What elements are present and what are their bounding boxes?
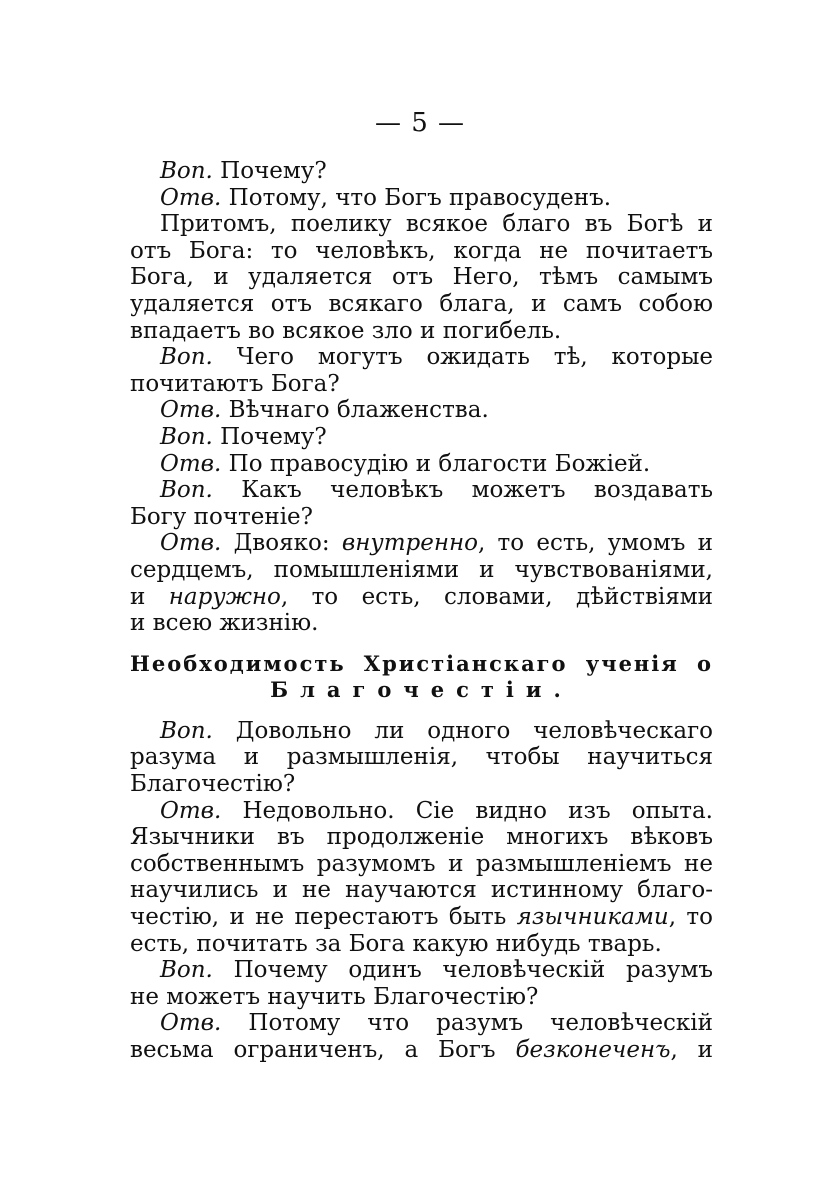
answer-line bbox=[130, 530, 713, 557]
paragraph-line: Притомъ, поелику всякое благо въ Богѣ и bbox=[160, 211, 713, 238]
answer-line: и всею жизнію. bbox=[130, 610, 319, 637]
answer-line bbox=[130, 397, 713, 424]
question-line: Благочестію? bbox=[130, 771, 296, 798]
question-line bbox=[130, 477, 713, 504]
question-line: разума и размышленія, чтобы научиться bbox=[130, 744, 713, 771]
answer-text: Двояко: bbox=[221, 530, 342, 557]
question-line: почитаютъ Бога? bbox=[130, 370, 340, 397]
question-label: Воп. bbox=[160, 957, 213, 984]
question-label: Воп. bbox=[160, 717, 213, 744]
question-label: Воп. bbox=[160, 344, 213, 371]
question-line bbox=[130, 158, 713, 185]
answer-line: есть, почитать за Бога какую нибудь тварь. bbox=[130, 930, 662, 957]
page-body bbox=[130, 158, 713, 1064]
question-text: Чего могутъ ожидать тѣ, которые bbox=[212, 344, 713, 371]
answer-emphasis: наружно bbox=[168, 583, 281, 610]
section-gap bbox=[130, 704, 713, 718]
question-line bbox=[130, 957, 713, 984]
question-text: Почему? bbox=[212, 158, 327, 184]
answer-label: Отв. bbox=[160, 797, 222, 824]
answer-label: Отв. bbox=[160, 1010, 222, 1037]
section-heading: Благочестіи. bbox=[270, 677, 573, 703]
question-line: Богу почтеніе? bbox=[130, 503, 313, 530]
question-text: Почему? bbox=[212, 423, 327, 450]
answer-text: , то есть, словами, дѣйствіями bbox=[280, 583, 713, 610]
answer-line bbox=[130, 185, 713, 212]
answer-text: весьма ограниченъ, а Богъ bbox=[130, 1037, 516, 1063]
answer-text: , то bbox=[668, 904, 713, 931]
answer-label: Отв. bbox=[160, 397, 222, 424]
question-label: Воп. bbox=[160, 477, 213, 504]
answer-text: По правосудію и благости Божіей. bbox=[221, 450, 651, 477]
answer-line: Язычники въ продолженіе многихъ вѣковъ bbox=[130, 824, 713, 851]
answer-text: и bbox=[130, 583, 169, 610]
paragraph-line: удаляется отъ всякаго блага, и самъ собою bbox=[130, 290, 713, 317]
answer-emphasis: безконеченъ bbox=[515, 1037, 671, 1063]
answer-text: Потому что разумъ человѣческій bbox=[221, 1010, 713, 1037]
section-heading: Необходимость Христіанскаго ученія о bbox=[130, 650, 713, 676]
answer-emphasis: язычниками bbox=[516, 904, 669, 931]
question-text: Почему одинъ человѣческій разумъ bbox=[212, 957, 713, 984]
answer-text: , то есть, умомъ и bbox=[478, 530, 713, 557]
answer-line bbox=[130, 1010, 713, 1037]
question-line bbox=[130, 344, 713, 371]
answer-line: научились и не научаются истинному благо- bbox=[130, 877, 713, 904]
answer-label: Отв. bbox=[160, 530, 222, 557]
question-line bbox=[130, 424, 713, 451]
answer-line bbox=[130, 584, 713, 611]
question-label: Воп. bbox=[160, 423, 213, 450]
answer-text: , и bbox=[670, 1037, 713, 1063]
question-line: не можетъ научить Благочестію? bbox=[130, 983, 539, 1010]
paragraph-line: отъ Бога: то человѣкъ, когда не почитаетъ bbox=[130, 237, 713, 264]
answer-text: Недовольно. Сіе видно изъ опыта. bbox=[221, 797, 713, 824]
paragraph-line: впадаетъ во всякое зло и погибель. bbox=[130, 317, 562, 344]
question-text: Какъ человѣкъ можетъ воздавать bbox=[212, 477, 713, 504]
answer-line bbox=[130, 1037, 713, 1064]
question-label: Воп. bbox=[160, 158, 213, 184]
section-gap bbox=[130, 637, 713, 651]
question-line bbox=[130, 718, 713, 745]
answer-line bbox=[130, 451, 713, 478]
paragraph-line: Бога, и удаляется отъ Него, тѣмъ самымъ bbox=[130, 264, 713, 291]
answer-text: честію, и не перестаютъ быть bbox=[130, 904, 517, 931]
answer-line bbox=[130, 904, 713, 931]
answer-text: Вѣчнаго блаженства. bbox=[221, 397, 489, 424]
answer-emphasis: внутренно bbox=[341, 530, 478, 557]
answer-line: собственнымъ разумомъ и размышленіемъ не bbox=[130, 850, 713, 877]
answer-line bbox=[130, 798, 713, 825]
question-text: Довольно ли одного человѣческаго bbox=[212, 717, 713, 744]
answer-label: Отв. bbox=[160, 184, 222, 211]
page-number: — 5 — bbox=[374, 108, 466, 138]
answer-text: Потому, что Богъ правосуденъ. bbox=[221, 184, 612, 211]
answer-line: сердцемъ, помышленіями и чувствованіями, bbox=[130, 556, 713, 583]
answer-label: Отв. bbox=[160, 450, 222, 477]
